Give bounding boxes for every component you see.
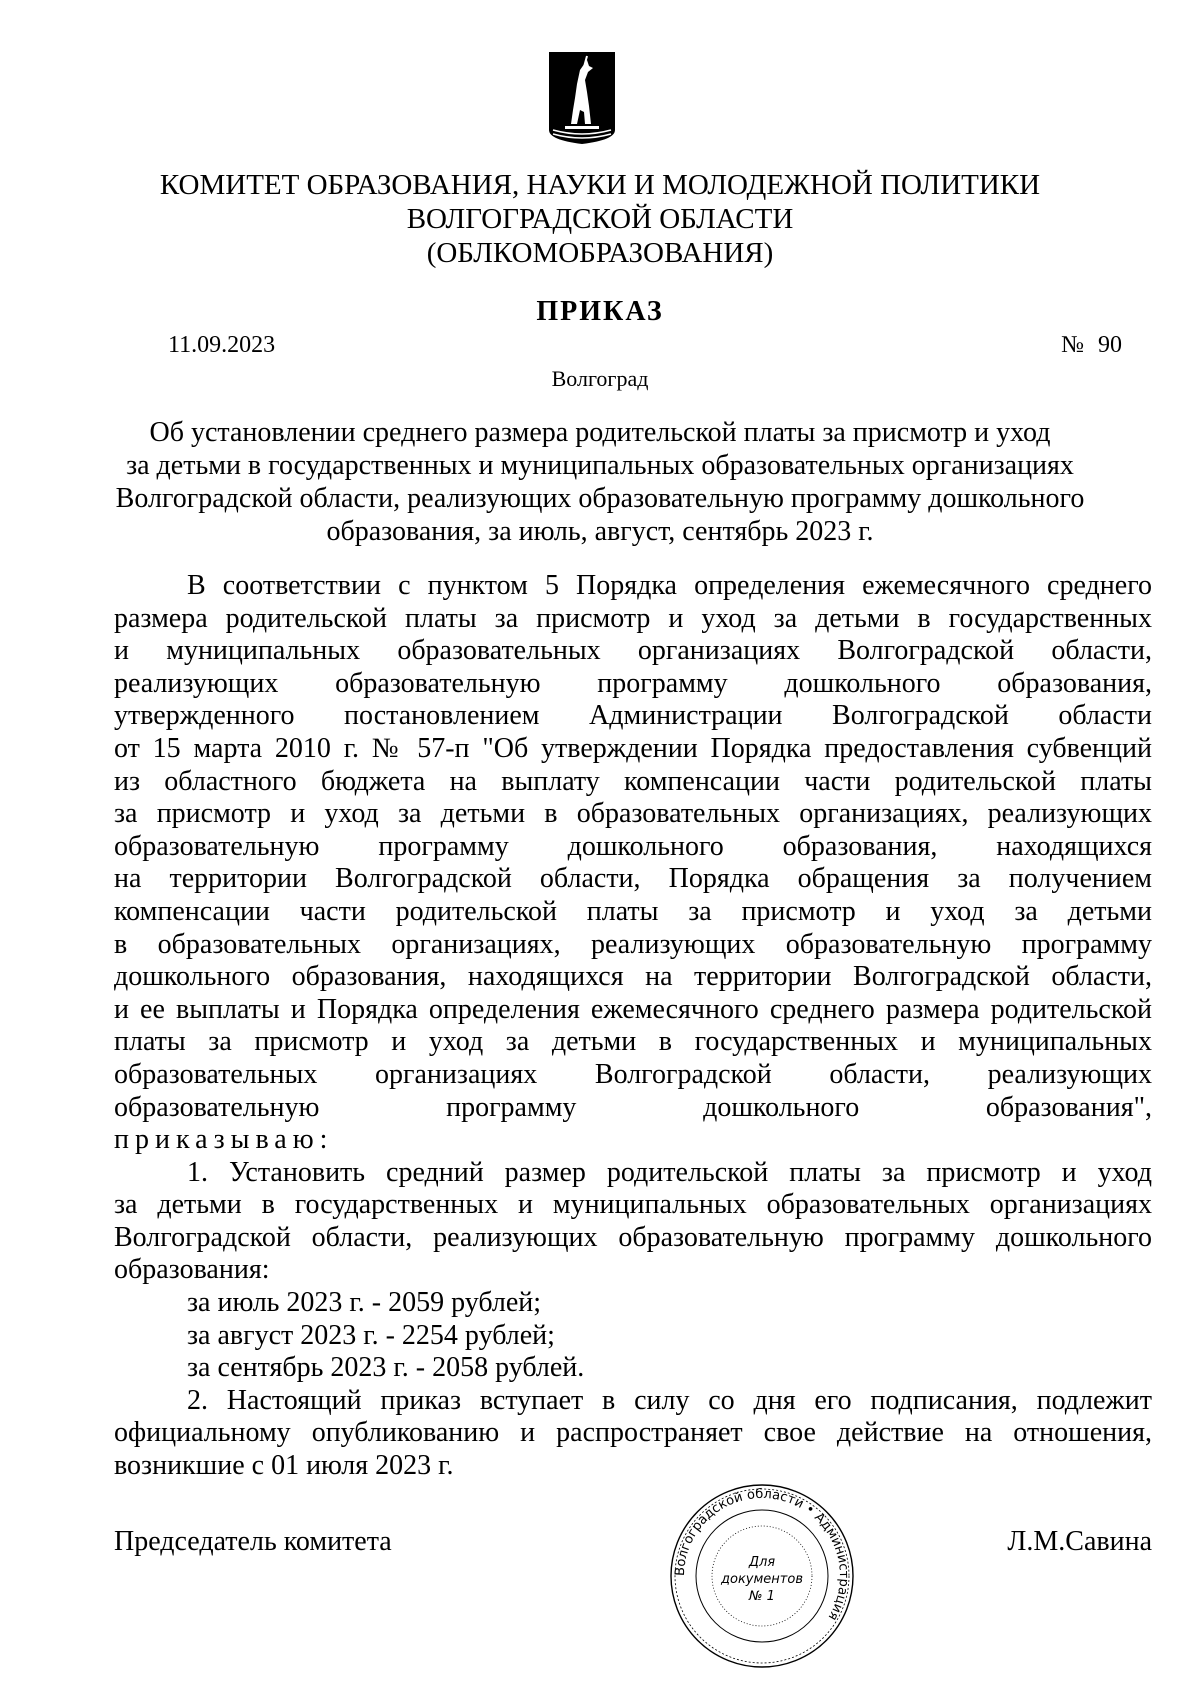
preamble-line: компенсации части родительской платы за присмотр и уход за детьми bbox=[114, 895, 1152, 927]
subject-line-1: Об установлении среднего размера родительской платы за присмотр и уход bbox=[149, 417, 1051, 448]
preamble-line: на территории Волгоградской области, Порядка обращения за получением bbox=[114, 863, 1152, 895]
order-word: приказываю: bbox=[114, 1124, 334, 1156]
org-line-3: (ОБЛКОМОБРАЗОВАНИЯ) bbox=[426, 237, 774, 269]
signatory-name: Л.М.Савина bbox=[1007, 1526, 1152, 1557]
item-1-line: за детьми в государственных и муниципальных образовательных организациях bbox=[114, 1189, 1152, 1221]
preamble-line: образовательных организациях Волгоградской области, реализующих bbox=[114, 1058, 1152, 1090]
document-type-title: ПРИКАЗ bbox=[536, 296, 664, 327]
preamble-line: и муниципальных образовательных организациях Волгоградской области, bbox=[114, 635, 1152, 667]
amount-item: за сентябрь 2023 г. - 2058 рублей. bbox=[187, 1352, 585, 1384]
amounts-list bbox=[114, 1287, 1152, 1385]
item-1-paragraph bbox=[114, 1157, 1152, 1287]
stamp-inner-line-1: Для bbox=[748, 1555, 776, 1570]
document-date: 11.09.2023 bbox=[168, 332, 276, 358]
document-number: № 90 bbox=[1061, 332, 1122, 358]
preamble-line: образовательную программу дошкольного образования, находящихся bbox=[114, 830, 1152, 862]
item-2-paragraph bbox=[114, 1385, 1152, 1483]
document-body bbox=[114, 570, 1152, 1483]
preamble-line: реализующих образовательную программу дошкольного образования, bbox=[114, 667, 1152, 699]
amount-item: за август 2023 г. - 2254 рублей; bbox=[187, 1319, 555, 1351]
subject-line-4: образования, за июль, август, сентябрь 2023 г. bbox=[326, 516, 874, 547]
preamble-line: платы за присмотр и уход за детьми в государственных и муниципальных bbox=[114, 1026, 1152, 1058]
preamble-line: В соответствии с пунктом 5 Порядка определения ежемесячного среднего bbox=[187, 570, 1152, 601]
preamble-line: за присмотр и уход за детьми в образовательных организациях, реализующих bbox=[114, 798, 1152, 830]
item-2-line: возникшие с 01 июля 2023 г. bbox=[114, 1450, 454, 1482]
item-1-line: образования: bbox=[114, 1254, 270, 1286]
preamble-line: дошкольного образования, находящихся на территории Волгоградской области, bbox=[114, 961, 1152, 993]
org-line-2: ВОЛГОГРАДСКОЙ ОБЛАСТИ bbox=[406, 203, 794, 235]
item-1-line: 1. Установить средний размер родительской платы за присмотр и уход bbox=[187, 1156, 1152, 1188]
preamble-line: утвержденного постановлением Администрации Волгоградской области bbox=[114, 700, 1152, 732]
signatory-position: Председатель комитета bbox=[114, 1526, 392, 1557]
stamp-inner-line-3: № 1 bbox=[749, 1589, 775, 1604]
item-2-line: 2. Настоящий приказ вступает в силу со дня его подписания, подлежит bbox=[187, 1384, 1152, 1416]
org-line-1: КОМИТЕТ ОБРАЗОВАНИЯ, НАУКИ И МОЛОДЕЖНОЙ ПОЛИТИКИ bbox=[159, 169, 1041, 201]
stamp-inner-line-2: документов bbox=[721, 1572, 803, 1587]
preamble-line: в образовательных организациях, реализующих образовательную программу bbox=[114, 928, 1152, 960]
organization-name bbox=[0, 168, 1200, 270]
preamble-paragraph bbox=[114, 570, 1152, 1157]
document-city: Волгоград bbox=[551, 366, 649, 391]
coat-of-arms-emblem bbox=[547, 50, 617, 146]
official-stamp bbox=[668, 1482, 856, 1670]
item-1-line: Волгоградской области, реализующих образовательную программу дошкольного bbox=[114, 1221, 1152, 1253]
preamble-line: и ее выплаты и Порядка определения ежемесячного среднего размера родительской bbox=[114, 993, 1152, 1025]
amount-item: за июль 2023 г. - 2059 рублей; bbox=[187, 1287, 542, 1319]
item-2-line: официальному опубликованию и распространяет свое действие на отношения, bbox=[114, 1417, 1152, 1449]
preamble-line: размера родительской платы за присмотр и уход за детьми в государственных bbox=[114, 602, 1152, 634]
stamp-outer-text: Волгоградской области • Администрация bbox=[672, 1486, 852, 1623]
preamble-line: образовательную программу дошкольного образования", bbox=[114, 1091, 1152, 1123]
preamble-line: из областного бюджета на выплату компенсации части родительской платы bbox=[114, 765, 1152, 797]
subject-line-3: Волгоградской области, реализующих образовательную программу дошкольного bbox=[115, 483, 1085, 514]
document-subject bbox=[110, 416, 1090, 548]
subject-line-2: за детьми в государственных и муниципальных образовательных организациях bbox=[126, 450, 1074, 481]
preamble-line: от 15 марта 2010 г. № 57-п "Об утверждении Порядка предоставления субвенций bbox=[114, 732, 1152, 764]
